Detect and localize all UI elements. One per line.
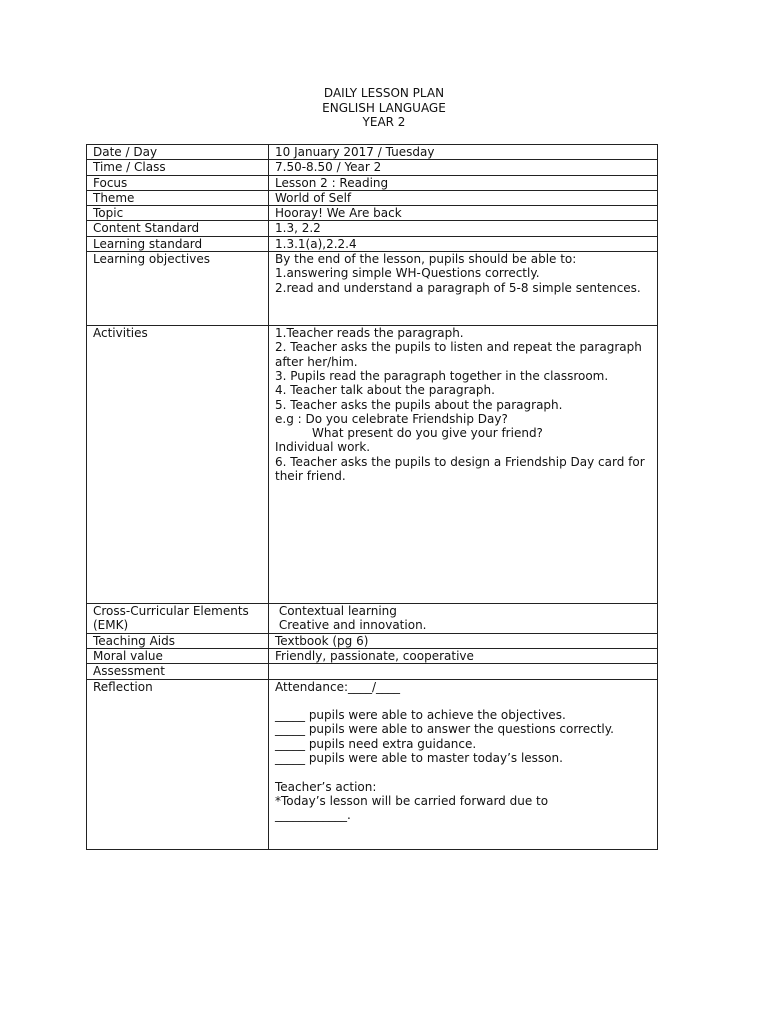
activity-item: 5. Teacher asks the pupils about the paragraph. [275,397,563,412]
row-date-day [87,145,658,160]
activity-example: e.g : Do you celebrate Friendship Day? [275,411,508,426]
activity-item: 3. Pupils read the paragraph together in the classroom. [275,368,609,383]
row-time-class [87,160,658,175]
value-cross-curricular [269,604,658,634]
label-time-class: Time / Class [87,160,269,175]
spacer [275,694,651,708]
row-activities [87,326,658,604]
row-assessment [87,664,658,679]
value-topic: Hooray! We Are back [269,206,658,221]
teacher-action-heading: Teacher’s action: [275,779,377,794]
objective-item: 2.read and understand a paragraph of 5-8 simple sentences. [275,280,641,295]
label-reflection: Reflection [87,679,269,849]
value-reflection [269,679,658,849]
attendance-line: Attendance:____/____ [275,679,401,694]
label-date-day: Date / Day [87,145,269,160]
value-assessment [269,664,658,679]
title-line-2: ENGLISH LANGUAGE [322,100,446,115]
activity-mode: Individual work. [275,440,371,455]
lesson-plan-table [86,144,658,850]
row-content-standard [87,221,658,236]
reflection-item: _____ pupils were able to answer the questions correctly. [275,722,614,737]
activity-item: 6. Teacher asks the pupils to design a Friendship Day card for their friend. [275,454,649,484]
row-focus [87,175,658,190]
activity-item: 4. Teacher talk about the paragraph. [275,383,495,398]
reflection-item: _____ pupils were able to achieve the objectives. [275,708,566,723]
row-reflection [87,679,658,849]
objectives-intro: By the end of the lesson, pupils should be able to: [275,252,577,267]
title-line-3: YEAR 2 [362,115,406,129]
objective-item: 1.answering simple WH-Questions correctly. [275,266,540,281]
value-focus: Lesson 2 : Reading [269,175,658,190]
row-teaching-aids [87,633,658,648]
reflection-item: _____ pupils need extra guidance. [275,736,477,751]
label-assessment: Assessment [87,664,269,679]
activity-example-question: What present do you give your friend? [312,426,543,441]
label-focus: Focus [87,175,269,190]
document-title [0,86,768,130]
row-learning-objectives [87,252,658,326]
label-cross-curricular: Cross-Curricular Elements (EMK) [87,604,269,634]
row-moral-value [87,648,658,663]
label-content-standard: Content Standard [87,221,269,236]
label-teaching-aids: Teaching Aids [87,633,269,648]
value-time-class: 7.50-8.50 / Year 2 [269,160,658,175]
row-theme [87,190,658,205]
label-activities: Activities [87,326,269,604]
teacher-action-line: *Today’s lesson will be carried forward due to [275,793,549,808]
value-learning-objectives [269,252,658,326]
value-theme: World of Self [269,190,658,205]
value-date-day: 10 January 2017 / Tuesday [269,145,658,160]
row-learning-standard [87,236,658,251]
label-theme: Theme [87,190,269,205]
title-line-1: DAILY LESSON PLAN [323,86,445,100]
emk-item: Creative and innovation. [275,618,427,633]
label-learning-objectives: Learning objectives [87,252,269,326]
activity-item: 2. Teacher asks the pupils to listen and repeat the paragraph after her/him. [275,340,646,369]
row-topic [87,206,658,221]
label-topic: Topic [87,206,269,221]
reflection-item: _____ pupils were able to master today’s lesson. [275,751,563,766]
value-activities [269,326,658,604]
spacer [275,765,651,779]
emk-item: Contextual learning [275,604,397,619]
label-moral-value: Moral value [87,648,269,663]
value-teaching-aids: Textbook (pg 6) [269,633,658,648]
label-learning-standard: Learning standard [87,236,269,251]
row-cross-curricular [87,604,658,634]
value-learning-standard: 1.3.1(a),2.2.4 [269,236,658,251]
value-moral-value: Friendly, passionate, cooperative [269,648,658,663]
value-content-standard: 1.3, 2.2 [269,221,658,236]
activity-item: 1.Teacher reads the paragraph. [275,326,464,341]
teacher-action-line: ____________. [275,808,351,823]
